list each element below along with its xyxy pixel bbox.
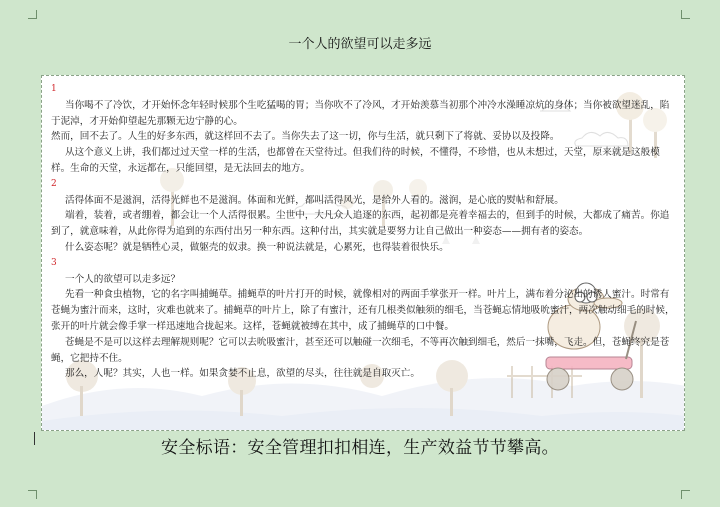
page-title: 一个人的欲望可以走多远 — [288, 37, 432, 52]
safety-slogan[interactable]: 安全标语：安全管理扣扣相连，生产效益节节攀高。 — [161, 438, 559, 458]
section-number: 3 — [51, 257, 57, 268]
paragraph: 从这个意义上讲，我们都过过天堂一样的生活，也都曾在天堂待过。但我们待的时候，不懂得，不珍惜，也从未想过，天堂，原来就是这般模样。生命的天堂，永远都在，只能回望，是无法回去的地方。 — [51, 147, 660, 174]
section-number: 2 — [51, 178, 57, 189]
paragraph: 苍蝇是不是可以这样去理解规则呢？它可以去吮吸蜜汁，甚至还可以触碰一次细毛，不等再次触到细毛，然后一抹嘴，飞走。但，苍蝇终究是苍蝇，它把持不住。 — [51, 336, 670, 364]
paragraph: 端着，装着，或者绷着，都会让一个人活得很累。尘世中，大凡众人追逐的东西，起初都是亮着幸福去的，但到手的时候，大都成了痛苦。你追到了，就意味着，从此你得为追到的东西付出另一种东西。这种付出，其实就是要努力让自己做出一种姿态——拥有者的姿态。 — [51, 210, 670, 238]
paragraph: 一个人的欲望可以走多远？ — [65, 273, 181, 285]
paragraph: 然而，回不去了。人生的好多东西，就这样回不去了。当你失去了这一切，你与生活，就只剩下了将就、妥协以及投降。 — [51, 131, 560, 143]
page-corner-mark — [28, 490, 37, 499]
paragraph: 那么，人呢？其实，人也一样。如果贪婪不止息，欲望的尽头，往往就是自取灭亡。 — [65, 368, 420, 380]
page-corner-mark — [28, 10, 37, 19]
content-text-box[interactable] — [41, 75, 685, 431]
paragraph: 当你喝不了冷饮，才开始怀念年轻时候那个生吃猛喝的胃；当你吹不了冷风，才开始羡慕当初那个冲冷水澡睡凉炕的身体；当你被欲望迷乱，陷于泥淖，才开始仰望起先那颗无边宁静的心。 — [51, 99, 670, 127]
document-body — [51, 82, 677, 382]
page-corner-mark — [681, 490, 690, 499]
paragraph: 什么姿态呢？就是牺牲心灵，做躯壳的奴隶。换一种说法就是，心累死，也得装着很快乐。 — [65, 241, 449, 253]
page-corner-mark — [681, 10, 690, 19]
section-number: 1 — [51, 84, 57, 94]
paragraph: 活得体面不是滋润，活得光鲜也不是滋润。体面和光鲜，都叫活得风光，是给外人看的。滋润，是心底的熨帖和舒展。 — [65, 194, 564, 206]
paragraph: 先看一种食虫植物，它的名字叫捕蝇草。捕蝇草的叶片打开的时候，就像相对的两面手掌张开一样。叶片上，满布着分泌出的诱人蜜汁。时常有苍蝇为蜜汁而来，这时，灾难也就来了。捕蝇草的叶片上，除了有蜜汁，还有几根类似触须的细毛，当苍蝇忘情地吸吮蜜汁，两次触动细毛的时候，张开的叶片就会像手掌一样迅速地合拢起来。这样，苍蝇就被缚在其中，成了捕蝇草的口中餐。 — [51, 289, 675, 332]
